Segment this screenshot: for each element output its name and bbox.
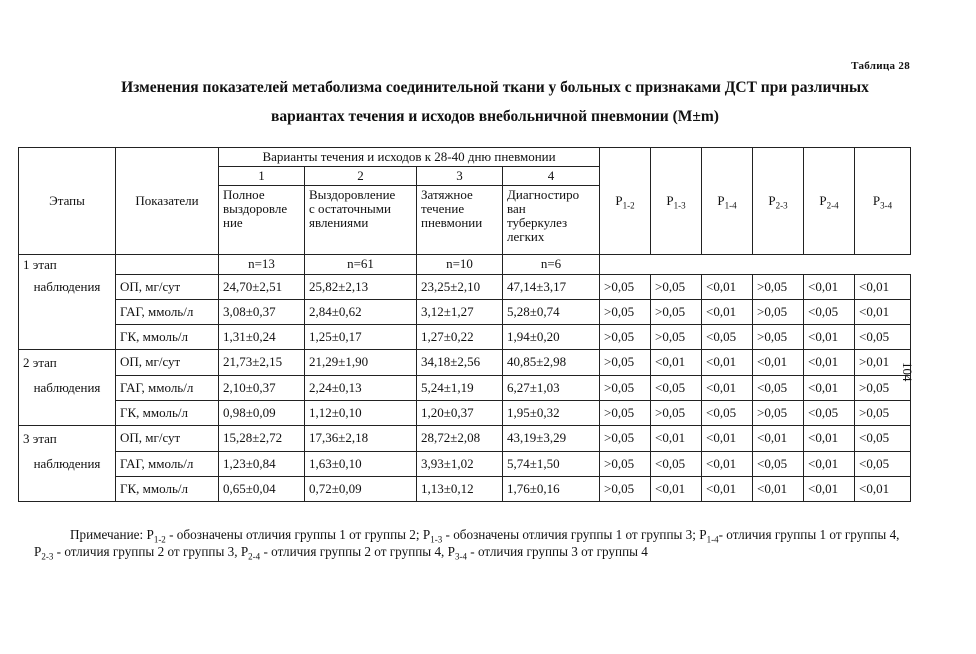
table-row bbox=[19, 426, 911, 452]
p-value-cell: <0,01 bbox=[702, 476, 753, 502]
header-p-3-4 bbox=[855, 148, 911, 255]
footnote-text: - обозначены отличия группы 1 от группы 2; bbox=[165, 527, 423, 542]
group-desc-line: ван bbox=[507, 201, 526, 216]
value-cell: 5,74±1,50 bbox=[503, 451, 600, 476]
p-value-cell: >0,05 bbox=[600, 451, 651, 476]
footnote-p-symbol: P bbox=[146, 527, 154, 542]
p-value-cell: >0,05 bbox=[600, 274, 651, 299]
p-value-cell: <0,01 bbox=[651, 426, 702, 452]
p-value-cell: >0,05 bbox=[753, 400, 804, 426]
group-desc-line: явлениями bbox=[309, 215, 369, 230]
footnote-text: - отличия группы 1 от группы 4, bbox=[718, 527, 900, 542]
value-cell: 1,63±0,10 bbox=[305, 451, 417, 476]
footnote-text: - отличия группы 2 от группы 4, bbox=[260, 544, 448, 559]
n-group-4: n=6 bbox=[503, 255, 600, 275]
p-value-cell: >0,05 bbox=[855, 400, 911, 426]
value-cell: 21,73±2,15 bbox=[219, 350, 305, 376]
p-sub: 1-4 bbox=[724, 200, 737, 211]
value-cell: 1,25±0,17 bbox=[305, 324, 417, 350]
p-value-cell: <0,01 bbox=[804, 350, 855, 376]
stage-label: 3 этап bbox=[19, 426, 116, 452]
p-value-cell: >0,05 bbox=[651, 400, 702, 426]
p-value-cell: <0,05 bbox=[855, 451, 911, 476]
stage-label: наблюдения bbox=[19, 451, 116, 476]
p-main: P bbox=[768, 193, 776, 208]
value-cell: 28,72±2,08 bbox=[417, 426, 503, 452]
value-cell: 5,28±0,74 bbox=[503, 299, 600, 324]
group-desc-line: пневмонии bbox=[421, 215, 483, 230]
p-value-cell: >0,05 bbox=[600, 476, 651, 502]
table-row bbox=[19, 274, 911, 299]
p-value-cell: >0,05 bbox=[600, 299, 651, 324]
value-cell: 24,70±2,51 bbox=[219, 274, 305, 299]
group-desc-line: ние bbox=[223, 215, 243, 230]
group-desc-line: выздоровле bbox=[223, 201, 288, 216]
value-cell: 1,94±0,20 bbox=[503, 324, 600, 350]
p-value-cell: <0,05 bbox=[804, 299, 855, 324]
group-desc-line: Диагностиро bbox=[507, 187, 580, 202]
p-value-cell: >0,05 bbox=[600, 426, 651, 452]
value-cell: 0,98±0,09 bbox=[219, 400, 305, 426]
group-desc-2 bbox=[305, 186, 417, 255]
stage-label bbox=[19, 299, 116, 324]
p-value-cell: <0,05 bbox=[855, 324, 911, 350]
value-cell: 1,12±0,10 bbox=[305, 400, 417, 426]
value-cell: 6,27±1,03 bbox=[503, 375, 600, 400]
p-value-cell: <0,01 bbox=[753, 426, 804, 452]
p-value-cell: >0,05 bbox=[651, 299, 702, 324]
p-sub: 3-4 bbox=[880, 200, 893, 211]
value-cell: 2,10±0,37 bbox=[219, 375, 305, 400]
indicator-cell: ГАГ, ммоль/л bbox=[116, 451, 219, 476]
n-group-1: n=13 bbox=[219, 255, 305, 275]
stage-body bbox=[19, 274, 911, 502]
table-row bbox=[19, 400, 911, 426]
group-desc-line: Затяжное bbox=[421, 187, 473, 202]
indicator-cell: ОП, мг/сут bbox=[116, 350, 219, 376]
stage-label bbox=[19, 400, 116, 426]
stage-label: 2 этап bbox=[19, 350, 116, 376]
header-row-1 bbox=[19, 148, 911, 167]
footnote-p-symbol: P bbox=[447, 544, 455, 559]
value-cell: 25,82±2,13 bbox=[305, 274, 417, 299]
p-value-cell: <0,05 bbox=[804, 400, 855, 426]
value-cell: 17,36±2,18 bbox=[305, 426, 417, 452]
value-cell: 40,85±2,98 bbox=[503, 350, 600, 376]
value-cell: 1,27±0,22 bbox=[417, 324, 503, 350]
p-value-cell: <0,01 bbox=[804, 324, 855, 350]
group-num-2: 2 bbox=[305, 167, 417, 186]
value-cell: 5,24±1,19 bbox=[417, 375, 503, 400]
indicator-cell: ГК, ммоль/л bbox=[116, 400, 219, 426]
p-sub: 1-3 bbox=[673, 200, 686, 211]
p-value-cell: >0,05 bbox=[600, 400, 651, 426]
p-value-cell: <0,01 bbox=[702, 426, 753, 452]
p-value-cell: >0,05 bbox=[600, 324, 651, 350]
value-cell: 1,23±0,84 bbox=[219, 451, 305, 476]
value-cell: 3,12±1,27 bbox=[417, 299, 503, 324]
value-cell: 0,72±0,09 bbox=[305, 476, 417, 502]
group-desc-4 bbox=[503, 186, 600, 255]
footnote-p-sub: 1-4 bbox=[706, 534, 719, 545]
n-row-blank bbox=[116, 255, 219, 275]
footnote-p-symbol: P bbox=[422, 527, 431, 542]
page-number: 104 bbox=[900, 362, 915, 382]
value-cell: 1,20±0,37 bbox=[417, 400, 503, 426]
p-value-cell: <0,01 bbox=[855, 274, 911, 299]
p-value-cell: >0,05 bbox=[753, 274, 804, 299]
indicator-cell: ОП, мг/сут bbox=[116, 274, 219, 299]
footnote-p-sub: 1-3 bbox=[430, 534, 443, 545]
p-value-cell: <0,01 bbox=[855, 476, 911, 502]
p-value-cell: <0,01 bbox=[702, 375, 753, 400]
p-value-cell: <0,01 bbox=[804, 375, 855, 400]
table-row bbox=[19, 375, 911, 400]
footnote-label: Примечание: bbox=[70, 527, 144, 542]
value-cell: 1,31±0,24 bbox=[219, 324, 305, 350]
table-row bbox=[19, 350, 911, 376]
p-main: P bbox=[819, 193, 827, 208]
group-desc-line: Выздоровление bbox=[309, 187, 396, 202]
indicator-cell: ГАГ, ммоль/л bbox=[116, 375, 219, 400]
group-desc-line: легких bbox=[507, 229, 545, 244]
p-value-cell: <0,01 bbox=[702, 299, 753, 324]
p-value-cell: >0,05 bbox=[753, 324, 804, 350]
group-desc-line: Полное bbox=[223, 187, 265, 202]
p-main: P bbox=[615, 193, 623, 208]
p-value-cell: <0,05 bbox=[702, 400, 753, 426]
p-value-cell: <0,05 bbox=[651, 451, 702, 476]
stage-label bbox=[19, 324, 116, 350]
p-sub: 1-2 bbox=[622, 200, 635, 211]
group-desc-line: течение bbox=[421, 201, 465, 216]
p-main: P bbox=[717, 193, 725, 208]
header-indicators: Показатели bbox=[116, 148, 219, 255]
indicator-cell: ГК, ммоль/л bbox=[116, 324, 219, 350]
group-num-3: 3 bbox=[417, 167, 503, 186]
value-cell: 43,19±3,29 bbox=[503, 426, 600, 452]
table-row bbox=[19, 299, 911, 324]
footnote bbox=[34, 526, 914, 560]
stage-label: наблюдения bbox=[19, 274, 116, 299]
value-cell: 1,95±0,32 bbox=[503, 400, 600, 426]
title-line-2: вариантах течения и исходов внебольничной пневмонии (M±m) bbox=[271, 108, 719, 125]
value-cell: 0,65±0,04 bbox=[219, 476, 305, 502]
group-desc-1 bbox=[219, 186, 305, 255]
p-value-cell: <0,01 bbox=[702, 350, 753, 376]
value-cell: 23,25±2,10 bbox=[417, 274, 503, 299]
p-value-cell: <0,01 bbox=[753, 350, 804, 376]
footnote-parts bbox=[34, 527, 900, 562]
group-desc-3 bbox=[417, 186, 503, 255]
header-p-1-3 bbox=[651, 148, 702, 255]
footnote-p-symbol: P bbox=[240, 544, 249, 559]
footnote-p-sub: 2-4 bbox=[248, 551, 261, 562]
group-desc-line: туберкулез bbox=[507, 215, 568, 230]
stage-1-label-top: 1 этап bbox=[19, 255, 116, 275]
n-row bbox=[19, 255, 911, 275]
value-cell: 1,76±0,16 bbox=[503, 476, 600, 502]
value-cell: 15,28±2,72 bbox=[219, 426, 305, 452]
value-cell: 47,14±3,17 bbox=[503, 274, 600, 299]
p-value-cell: <0,01 bbox=[753, 476, 804, 502]
p-value-cell: <0,01 bbox=[651, 350, 702, 376]
n-group-3: n=10 bbox=[417, 255, 503, 275]
p-value-cell: <0,05 bbox=[753, 451, 804, 476]
value-cell: 2,24±0,13 bbox=[305, 375, 417, 400]
table-row bbox=[19, 476, 911, 502]
footnote-p-symbol: P bbox=[699, 527, 707, 542]
p-value-cell: <0,05 bbox=[753, 375, 804, 400]
footnote-p-symbol: P bbox=[34, 544, 42, 559]
p-value-cell: >0,05 bbox=[651, 324, 702, 350]
group-num-1: 1 bbox=[219, 167, 305, 186]
header-p-1-2 bbox=[600, 148, 651, 255]
header-p-1-4 bbox=[702, 148, 753, 255]
p-value-cell: <0,01 bbox=[804, 426, 855, 452]
footnote-text: - обозначены отличия группы 1 от группы 3; bbox=[442, 527, 700, 542]
value-cell: 3,08±0,37 bbox=[219, 299, 305, 324]
p-value-cell: <0,01 bbox=[855, 299, 911, 324]
footnote-text: - отличия группы 3 от группы 4 bbox=[467, 544, 648, 559]
value-cell: 3,93±1,02 bbox=[417, 451, 503, 476]
header-p-2-3 bbox=[753, 148, 804, 255]
p-value-cell: <0,01 bbox=[804, 476, 855, 502]
p-value-cell: <0,05 bbox=[855, 426, 911, 452]
footnote-text: - отличия группы 2 от группы 3, bbox=[53, 544, 241, 559]
p-main: P bbox=[872, 193, 881, 208]
p-value-cell: <0,01 bbox=[702, 451, 753, 476]
p-value-cell: <0,01 bbox=[702, 274, 753, 299]
p-sub: 2-3 bbox=[775, 200, 788, 211]
stage-label bbox=[19, 476, 116, 502]
table-row bbox=[19, 324, 911, 350]
p-value-cell: <0,05 bbox=[702, 324, 753, 350]
footnote-p-sub: 3-4 bbox=[455, 551, 467, 562]
metabolism-table bbox=[18, 147, 911, 502]
value-cell: 1,13±0,12 bbox=[417, 476, 503, 502]
table-row bbox=[19, 451, 911, 476]
p-value-cell: <0,01 bbox=[804, 274, 855, 299]
p-value-cell: <0,01 bbox=[804, 451, 855, 476]
table-label: Таблица 28 bbox=[851, 60, 910, 72]
group-num-4: 4 bbox=[503, 167, 600, 186]
table-title bbox=[90, 76, 900, 129]
p-value-cell: >0,05 bbox=[753, 299, 804, 324]
p-main: P bbox=[666, 193, 674, 208]
n-group-2: n=61 bbox=[305, 255, 417, 275]
header-stages: Этапы bbox=[19, 148, 116, 255]
indicator-cell: ГК, ммоль/л bbox=[116, 476, 219, 502]
footnote-p-sub: 2-3 bbox=[41, 551, 54, 562]
title-line-1: Изменения показателей метаболизма соединительной ткани у больных с признаками ДСТ при различных bbox=[121, 79, 869, 96]
p-value-cell: >0,01 bbox=[855, 350, 911, 376]
indicator-cell: ГАГ, ммоль/л bbox=[116, 299, 219, 324]
p-value-cell: >0,05 bbox=[651, 274, 702, 299]
header-p-2-4 bbox=[804, 148, 855, 255]
stage-label: наблюдения bbox=[19, 375, 116, 400]
value-cell: 34,18±2,56 bbox=[417, 350, 503, 376]
p-value-cell: <0,05 bbox=[651, 375, 702, 400]
indicator-cell: ОП, мг/сут bbox=[116, 426, 219, 452]
n-row-empty bbox=[600, 255, 911, 275]
p-value-cell: >0,05 bbox=[600, 375, 651, 400]
group-desc-line: с остаточными bbox=[309, 201, 391, 216]
p-value-cell: >0,05 bbox=[855, 375, 911, 400]
value-cell: 2,84±0,62 bbox=[305, 299, 417, 324]
value-cell: 21,29±1,90 bbox=[305, 350, 417, 376]
p-value-cell: >0,05 bbox=[600, 350, 651, 376]
p-sub: 2-4 bbox=[826, 200, 839, 211]
header-variants: Варианты течения и исходов к 28-40 дню пневмонии bbox=[219, 148, 600, 167]
footnote-p-sub: 1-2 bbox=[153, 534, 166, 545]
p-value-cell: <0,01 bbox=[651, 476, 702, 502]
